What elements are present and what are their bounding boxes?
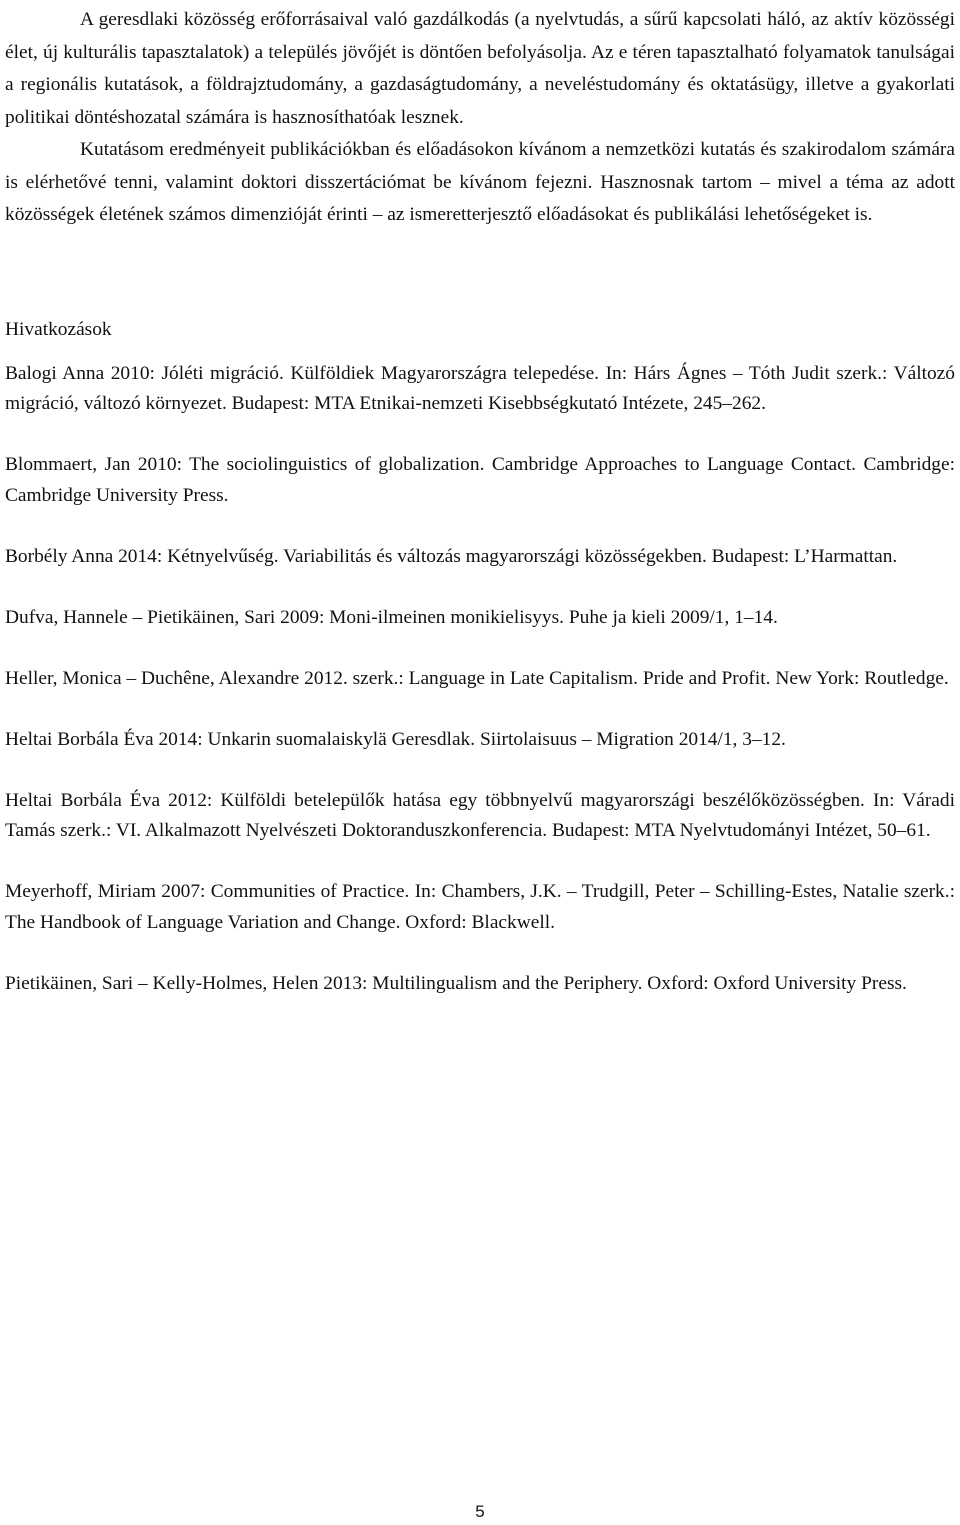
references-list bbox=[5, 359, 955, 1000]
body-paragraph-2-text: Kutatásom eredményeit publikációkban és előadásokon kívánom a nemzetközi kutatás és szakirodalom számára is elérhetővé tenni, valamint doktori disszertációmat be kívánom fejezni. Hasznosnak tartom – mivel a téma az adott közösségek életének számos dimenzióját érinti – az ismeretterjesztő előadásokat és publikálási lehetőségeket is. bbox=[5, 139, 955, 225]
body-paragraph-1-text: A geresdlaki közösség erőforrásaival való gazdálkodás (a nyelvtudás, a sűrű kapcsolati háló, az aktív közösségi élet, új kulturális tapasztalatok) a település jövőjét is döntően befolyásolja. Az e téren tapasztalható folyamatok tanulságai a regionális kutatások, a földrajztudomány, a gazdaságtudomány, a neveléstudomány és oktatásügy, illetve a gyakorlati politikai döntéshozatal számára is hasznosíthatóak lesznek. bbox=[5, 9, 955, 128]
reference-item: Meyerhoff, Miriam 2007: Communities of Practice. In: Chambers, J.K. – Trudgill, Peter – Schilling-Estes, Natalie szerk.: The Handbook of Language Variation and Change. Oxford: Blackwell. bbox=[5, 881, 955, 933]
reference-item: Heltai Borbála Éva 2012: Külföldi betelepülők hatása egy többnyelvű magyarországi beszélőközösségben. In: Váradi Tamás szerk.: VI. Alkalmazott Nyelvészeti Doktoranduszkonferencia. Budapest: MTA Nyelvtudományi Intézet, 50–61. bbox=[5, 789, 955, 841]
body-paragraph-2 bbox=[5, 134, 955, 232]
reference-item: Balogi Anna 2010: Jóléti migráció. Külföldiek Magyarországra telepedése. In: Hárs Ágnes – Tóth Judit szerk.: Változó migráció, változó környezet. Budapest: MTA Etnikai-nemzeti Kisebbségkutató Intézete, 245–262. bbox=[5, 362, 955, 414]
reference-item: Heltai Borbála Éva 2014: Unkarin suomalaiskylä Geresdlak. Siirtolaisuus – Migration 2014/1, 3–12. bbox=[5, 728, 786, 750]
reference-item: Heller, Monica – Duchêne, Alexandre 2012. szerk.: Language in Late Capitalism. Pride and Profit. New York: Routledge. bbox=[5, 667, 949, 689]
reference-item: Dufva, Hannele – Pietikäinen, Sari 2009: Moni-ilmeinen monikielisyys. Puhe ja kieli 2009/1, 1–14. bbox=[5, 606, 778, 628]
references-heading: Hivatkozások bbox=[5, 318, 112, 340]
reference-item: Borbély Anna 2014: Kétnyelvűség. Variabilitás és változás magyarországi közösségekben. Budapest: L’Harmattan. bbox=[5, 545, 898, 567]
body-paragraph-1 bbox=[5, 4, 955, 134]
reference-item: Blommaert, Jan 2010: The sociolinguistics of globalization. Cambridge Approaches to Language Contact. Cambridge: Cambridge University Press. bbox=[5, 454, 955, 506]
document-page bbox=[5, 0, 955, 1030]
page-number: 5 bbox=[475, 1502, 485, 1521]
reference-item: Pietikäinen, Sari – Kelly-Holmes, Helen 2013: Multilingualism and the Periphery. Oxford: Oxford University Press. bbox=[5, 972, 907, 994]
